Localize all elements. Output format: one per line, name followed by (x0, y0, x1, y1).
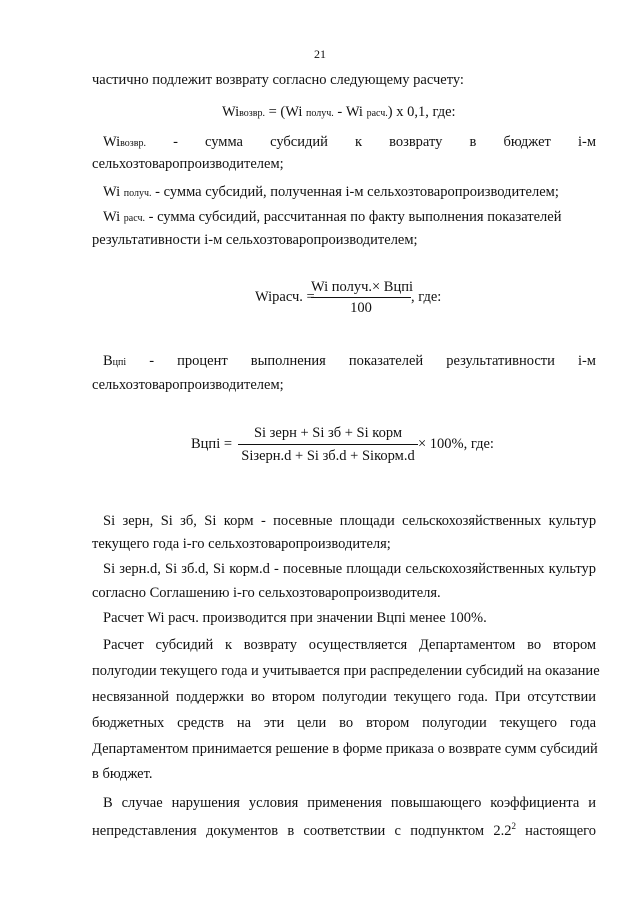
fraction-numerator: Wi получ.× Вцпi (311, 279, 414, 295)
word: сельскохозяйственных (405, 561, 545, 577)
paragraph-violation-l2: непредставления документов в соответствии с подпунктом $2.2^2$ настоящего (92, 821, 597, 839)
word: в (469, 134, 477, 150)
definition-w-return-cont: сельхозтоваропроизводителем; (92, 156, 284, 172)
word: Si (165, 561, 178, 577)
word: зерн, (122, 513, 154, 529)
page-number: 21 (314, 47, 326, 61)
word: - (273, 561, 279, 577)
definition-w-return (103, 135, 596, 150)
fraction-numerator: Si зерн + Si зб + Si корм (253, 425, 403, 441)
word: результативности (446, 353, 555, 369)
definition-w-calc-cont: результативности i-м сельхозтоваропроизводителем; (92, 232, 418, 248)
fraction-bar (238, 444, 418, 445)
word: к (354, 134, 363, 150)
definition-w-calc: Wi расч. - сумма субсидий, рассчитанная по факту выполнения показателей (103, 209, 562, 225)
formula-calc-tail: , где: (411, 289, 442, 305)
paragraph-return-l3: несвязанной поддержки во втором полугодии текущего года. При отсутствии (92, 689, 597, 705)
paragraph-return-l4: бюджетных средств на эти цели во втором полугодии текущего года (92, 715, 597, 731)
definition-symbol: Вцпi (103, 353, 127, 369)
word: - (260, 513, 266, 529)
definition-s-current (103, 514, 596, 529)
word: субсидий (270, 134, 328, 150)
definition-symbol: Wiвозвр. (103, 134, 146, 150)
formula-percent-tail: × 100%, где: (418, 436, 494, 452)
word: показателей (348, 353, 424, 369)
fraction-denominator: Siзерн.d + Si зб.d + Siкорм.d (241, 448, 415, 464)
word: процент (177, 353, 228, 369)
word: Si (103, 513, 116, 529)
superscript: 2 (511, 821, 516, 831)
word: посевные (282, 561, 343, 577)
definition-s-current-cont: текущего года i-го сельхозтоваропроизводителя; (92, 536, 391, 552)
paragraph-calc-condition: Расчет Wi расч. производится при значении Вцпi менее 100%. (103, 610, 487, 626)
word: бюджет (503, 134, 551, 150)
word: корм.d (229, 561, 270, 577)
paragraph-return-l2: полугодии текущего года и учитывается при распределении субсидий на оказание (92, 663, 600, 679)
definition-w-received: Wi получ. - сумма субсидий, полученная i-м сельхозтоваропроизводителем; (103, 184, 559, 200)
word: корм (223, 513, 254, 529)
word: i-м (577, 353, 596, 369)
fraction-denominator: 100 (350, 300, 372, 316)
formula-subscript: получ. (305, 108, 334, 119)
word: сельскохозяйственных (402, 513, 542, 529)
formula-subscript: возвр. (239, 108, 265, 119)
paragraph-return-l6: в бюджет. (92, 766, 153, 782)
word: зб.d, (181, 561, 209, 577)
formula-subscript: расч. (366, 108, 388, 119)
word: - (149, 353, 155, 369)
word: посевные (273, 513, 333, 529)
word: Si (103, 561, 116, 577)
word: культур (548, 561, 597, 577)
paragraph-intro: частично подлежит возврату согласно следующему расчету: (92, 72, 464, 88)
formula-part: = (Wi (264, 104, 306, 120)
word: зб, (180, 513, 197, 529)
fraction-bar (311, 297, 411, 298)
word: площади (346, 561, 402, 577)
word: зерн.d, (119, 561, 161, 577)
word: возврату (389, 134, 443, 150)
formula-part: ) x 0,1, где: (387, 104, 456, 120)
formula-calc-lhs: Wiрасч. = (255, 289, 315, 305)
formula-part: - Wi (333, 104, 367, 120)
definition-s-agreement (103, 562, 596, 577)
definition-s-agreement-cont: согласно Соглашению i-го сельхозтоваропроизводителя. (92, 585, 441, 601)
word: площади (339, 513, 395, 529)
word: - (173, 134, 178, 150)
paragraph-return-l5: Департаментом принимается решение в форме приказа о возврате сумм субсидий (92, 741, 598, 757)
word: Si (160, 513, 173, 529)
word: культур (548, 513, 597, 529)
word: сумма (205, 134, 243, 150)
definition-b-percent-cont: сельхозтоваропроизводителем; (92, 377, 284, 393)
word: выполнения (250, 353, 326, 369)
word: i-м (577, 134, 597, 150)
word: Si (212, 561, 226, 577)
formula-symbol: Wi (222, 104, 240, 120)
formula-return (222, 104, 456, 121)
paragraph-violation-l1: В случае нарушения условия применения повышающего коэффициента и (103, 795, 596, 811)
definition-b-percent (103, 354, 596, 369)
formula-percent-lhs: Вцпi = (191, 436, 233, 452)
word: Si (204, 513, 217, 529)
paragraph-return-l1: Расчет субсидий к возврату осуществляется Департаментом во втором (103, 637, 597, 653)
